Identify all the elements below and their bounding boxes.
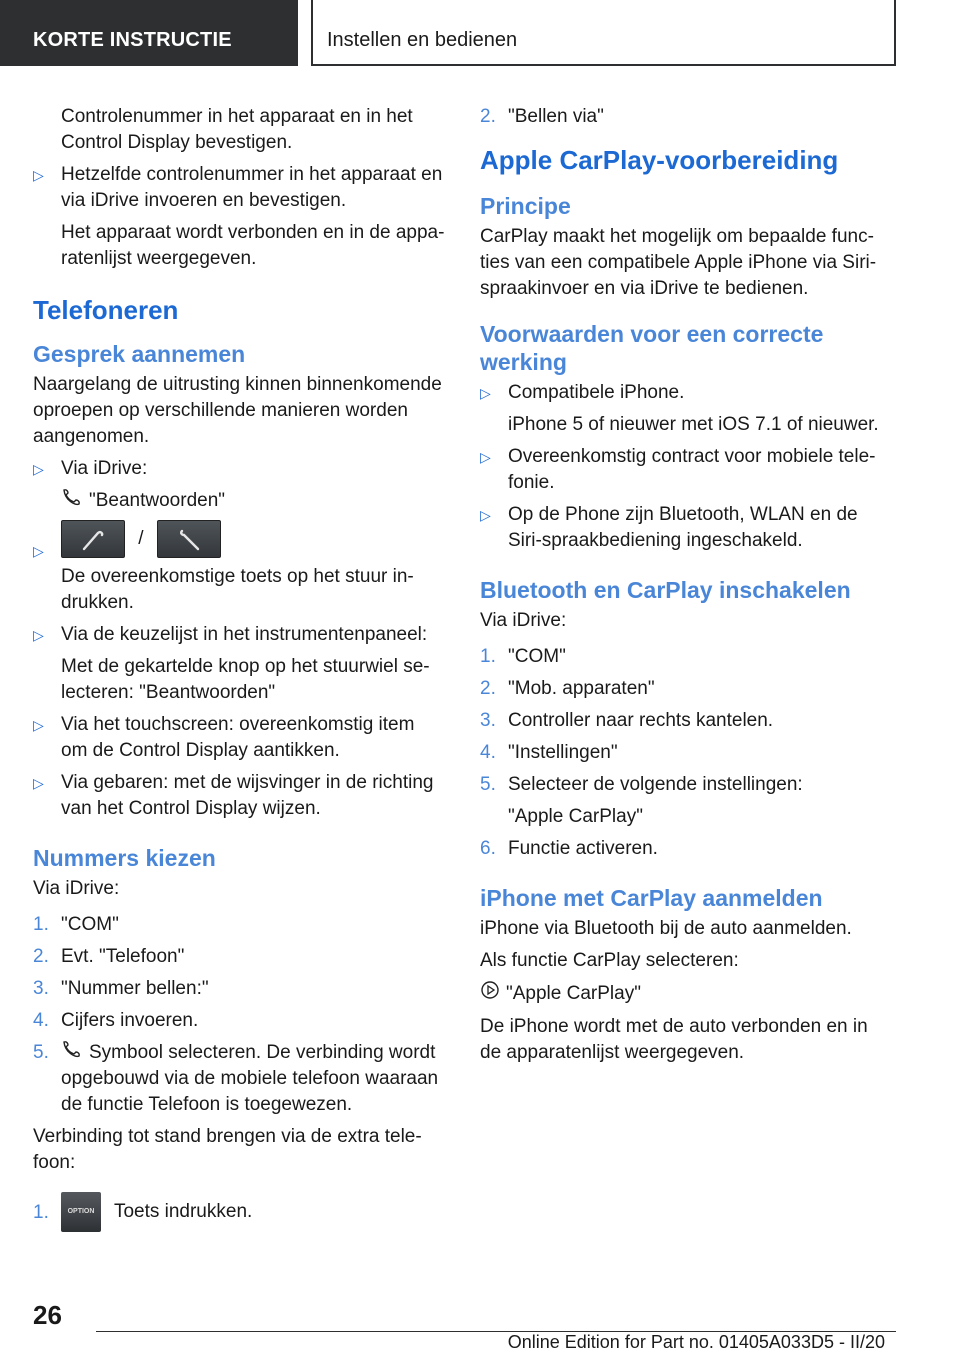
paragraph: Controlenummer in het apparaat en in het Control Display bevestigen. — [61, 106, 413, 153]
paragraph: De iPhone wordt met de auto verbonden en in de apparatenlijst weergegeven. — [480, 1016, 868, 1063]
paragraph: Het apparaat wordt verbonden en in de apparatenlijst weergegeven. — [61, 222, 445, 269]
bullet-item: ▷ Via het touchscreen: overeenkomstig item om de Control Display aantikken. — [33, 714, 415, 762]
phone-icon — [61, 488, 83, 514]
bullet-item: ▷ Overeenkomstig contract voor mobiele telefonie. — [480, 446, 876, 493]
paragraph: iPhone 5 of nieuwer met iOS 7.1 of nieuwer. — [508, 414, 879, 435]
list-item: 4. "Instellingen" — [480, 742, 618, 763]
heading-apple-carplay: Apple CarPlay-voorbereiding — [480, 145, 839, 175]
triangle-bullet-icon: ▷ — [480, 449, 491, 465]
list-item: 5. Symbool selecteren. De verbinding wordt opgebouwd via de mobiele telefoon waaraan de functie Telefoon is toegewezen. — [33, 1042, 439, 1116]
paragraph: De overeenkomstige toets op het stuur indrukken. — [61, 566, 414, 614]
chapter-tab: Instellen en bedienen — [311, 0, 896, 66]
paragraph: "Apple CarPlay" — [508, 806, 643, 827]
triangle-bullet-icon: ▷ — [480, 385, 491, 401]
heading-voorwaarden: Voorwaarden voor een correcte werking — [480, 321, 824, 375]
list-item: 3. Controller naar rechts kantelen. — [480, 710, 774, 731]
phone-icon — [61, 1040, 83, 1066]
page-number: 26 — [33, 1300, 62, 1330]
paragraph: Verbinding tot stand brengen via de extra telefoon: — [33, 1126, 422, 1174]
triangle-bullet-icon: ▷ — [33, 717, 44, 734]
paragraph: iPhone via Bluetooth bij de auto aanmelden. — [480, 918, 852, 939]
left-column — [33, 104, 445, 1238]
bullet-item: ▷ Compatibele iPhone. — [480, 380, 892, 406]
paragraph: Via iDrive: — [33, 878, 120, 900]
list-item: 2. "Bellen via" — [480, 106, 604, 127]
list-item: 1. OPTION Toets indrukken. — [33, 1192, 445, 1232]
footer-edition: Online Edition for Part no. 01405A033D5 - II/20 — [507, 1332, 885, 1352]
end-call-button-icon — [157, 520, 221, 558]
heading-principe: Principe — [480, 193, 571, 219]
section-tab: KORTE INSTRUCTIE — [0, 0, 298, 66]
accept-call-button-icon — [61, 520, 125, 558]
heading-iphone-carplay: iPhone met CarPlay aanmelden — [480, 885, 823, 911]
list-item: 4. Cijfers invoeren. — [33, 1010, 199, 1032]
bullet-item: ▷ Via iDrive: — [33, 456, 445, 482]
list-item: 1. "COM" — [480, 646, 566, 667]
paragraph: Naargelang de uitrusting kinnen binnenkomende oproepen op verschillende manieren worden aangenomen. — [33, 374, 442, 447]
carplay-selection: "Apple CarPlay" — [480, 980, 892, 1008]
triangle-bullet-icon: ▷ — [33, 167, 44, 183]
triangle-bullet-icon: ▷ — [33, 627, 44, 644]
list-item: 5. Selecteer de volgende instellingen: — [480, 774, 803, 795]
option-button-icon: OPTION — [61, 1192, 101, 1232]
list-item: 1. "COM" — [33, 914, 119, 936]
play-circle-icon — [480, 980, 500, 1008]
paragraph: Als functie CarPlay selecteren: — [480, 950, 739, 971]
list-item: 6. Functie activeren. — [480, 838, 658, 859]
paragraph: Met de gekartelde knop op het stuurwiel selecteren: "Beantwoorden" — [61, 656, 430, 704]
page-header — [0, 0, 960, 66]
paragraph: Via iDrive: — [480, 610, 567, 631]
triangle-bullet-icon: ▷ — [33, 543, 44, 560]
idrive-answer: "Beantwoorden" — [33, 488, 445, 514]
bullet-item: ▷ Hetzelfde controlenummer in het apparaat en via iDrive invoeren en bevestigen. — [33, 164, 443, 211]
list-item: 2. Evt. "Telefoon" — [33, 946, 185, 968]
list-item: 2. "Mob. apparaten" — [480, 678, 655, 699]
triangle-bullet-icon: ▷ — [33, 461, 44, 477]
paragraph: CarPlay maakt het mogelijk om bepaalde functies van een compatibele Apple iPhone via Siri-spraakinvoer en via iDrive te bedienen. — [480, 226, 877, 299]
right-column — [480, 104, 892, 1072]
triangle-bullet-icon: ▷ — [33, 775, 44, 792]
triangle-bullet-icon: ▷ — [480, 507, 491, 523]
bullet-item: ▷ Via gebaren: met de wijsvinger in de richting van het Control Display wijzen. — [33, 772, 434, 820]
bullet-item: ▷ Op de Phone zijn Bluetooth, WLAN en de Siri-spraakbediening ingeschakeld. — [480, 504, 858, 551]
heading-nummers-kiezen: Nummers kiezen — [33, 845, 216, 872]
heading-telefoneren: Telefoneren — [33, 295, 179, 325]
list-item: 3. "Nummer bellen:" — [33, 978, 209, 1000]
bullet-item: ▷ Via de keuzelijst in het instrumentenpaneel: — [33, 622, 445, 648]
heading-gesprek-aannemen: Gesprek aannemen — [33, 341, 246, 367]
bullet-item: ▷ / — [33, 520, 445, 558]
heading-bluetooth-carplay: Bluetooth en CarPlay inschakelen — [480, 577, 851, 603]
